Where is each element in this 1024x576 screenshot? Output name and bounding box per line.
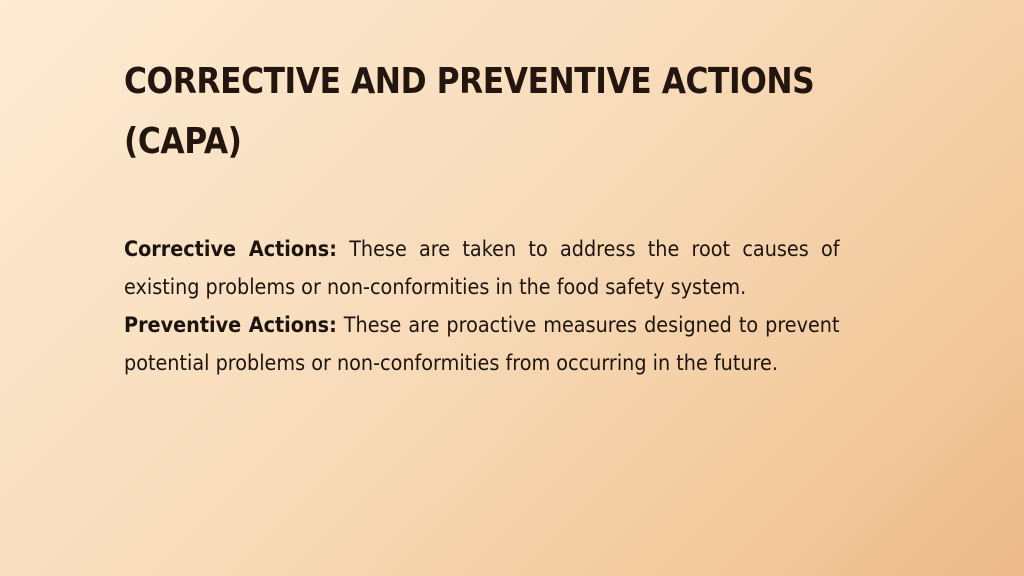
slide-content <box>124 52 840 382</box>
slide-title: CORRECTIVE AND PREVENTIVE ACTIONS (CAPA) <box>124 61 815 162</box>
preventive-actions-paragraph <box>124 306 840 382</box>
corrective-actions-paragraph <box>124 230 840 306</box>
preventive-actions-text: These are proactive measures designed to prevent potential problems or non-conformities from occurring in the future. <box>124 313 840 375</box>
slide-body <box>124 230 840 382</box>
corrective-actions-text: These are taken to address the root causes of existing problems or non-conformities in the food safety system. <box>124 237 840 299</box>
preventive-actions-term: Preventive Actions: <box>124 313 337 337</box>
corrective-actions-term: Corrective Actions: <box>124 237 337 261</box>
